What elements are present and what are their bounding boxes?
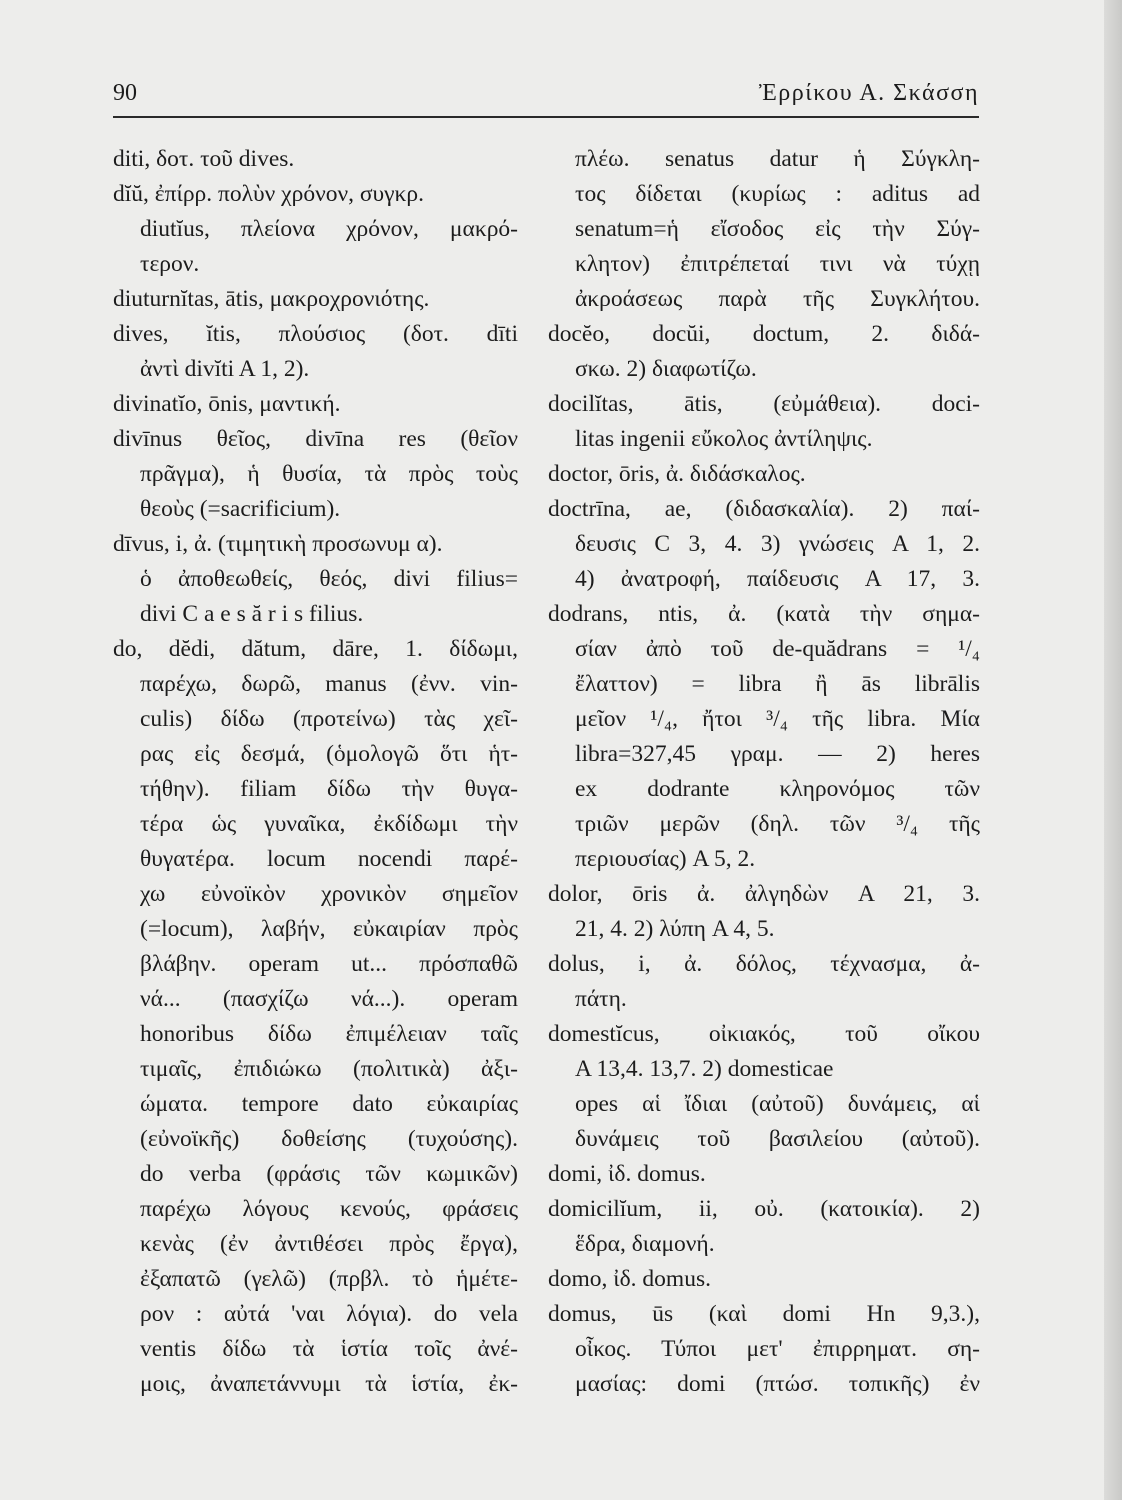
right-column	[548, 142, 980, 1402]
text-line: divinatĭo, ōnis, μαντική.	[113, 391, 341, 417]
text-line: βλάβην. operam ut... πρόσπαθῶ	[140, 951, 518, 977]
text-line: ἐξαπατῶ (γελῶ) (πρβλ. τὸ ἡμέτε-	[140, 1266, 518, 1292]
text-line: domestĭcus, οἰκιακός, τοῦ οἴκου	[548, 1021, 980, 1047]
text-line: 4) ἀνατροφή, παίδευσις A 17, 3.	[575, 566, 980, 592]
text-line: ώματα. tempore dato εὐκαιρίας	[140, 1091, 518, 1117]
text-line: honoribus δίδω ἐπιμέλειαν ταῖς	[140, 1021, 518, 1047]
text-line: ἀντὶ divĭti A 1, 2).	[140, 356, 310, 382]
text-line: ὁ ἀποθεωθείς, θεός, divi filius=	[140, 566, 518, 592]
text-line: πρᾶγμα), ἡ θυσία, τὰ πρὸς τοὺς	[140, 461, 518, 487]
text-line: dives, ĭtis, πλούσιος (δοτ. dīti	[113, 321, 518, 347]
text-line: dĭŭ, ἐπίρρ. πολὺν χρόνον, συγκρ.	[113, 181, 424, 207]
text-line: παρέχω, δωρῶ, manus (ἐνν. vin-	[140, 671, 518, 697]
text-line: diti, δοτ. τοῦ dives.	[113, 146, 295, 172]
text-line: πλέω. senatus datur ἡ Σύγκλη-	[575, 146, 980, 172]
text-line: doctrīna, ae, (διδασκαλία). 2) παί-	[548, 496, 980, 522]
left-column	[113, 142, 518, 1402]
text-line: (εὐνοϊκῆς) δοθείσης (τυχούσης).	[140, 1126, 518, 1152]
text-line: litas ingenii εὔκολος ἀντίληψις.	[575, 426, 873, 452]
text-line: do verba (φράσις τῶν κωμικῶν)	[140, 1161, 518, 1187]
text-line: κλητον) ἐπιτρέπεταί τινι νὰ τύχῃ	[575, 251, 980, 277]
text-line: docilĭtas, ātis, (εὐμάθεια). doci-	[548, 391, 980, 417]
text-line: χω εὐνοϊκὸν χρονικὸν σημεῖον	[140, 881, 518, 907]
text-line: κενὰς (ἐν ἀντιθέσει πρὸς ἔργα),	[140, 1231, 518, 1257]
running-header	[113, 76, 979, 112]
text-line: opes αἱ ἴδιαι (αὐτοῦ) δυνάμεις, αἱ	[575, 1091, 980, 1117]
text-line: domus, ūs (καὶ domi Hn 9,3.),	[548, 1301, 980, 1327]
text-line: divi C a e s ă r i s filius.	[140, 601, 364, 627]
text-line: libra=327,45 γραμ. — 2) heres	[575, 741, 980, 767]
text-line: δευσις C 3, 4. 3) γνώσεις A 1, 2.	[575, 531, 980, 557]
page-number: 90	[113, 80, 137, 106]
text-line: 21, 4. 2) λύπη A 4, 5.	[575, 916, 775, 942]
text-line: dolor, ōris ἀ. ἀλγηδὼν A 21, 3.	[548, 881, 980, 907]
text-line: domo, ἰδ. domus.	[548, 1266, 711, 1292]
text-line: do, dĕdi, dătum, dāre, 1. δίδωμι,	[113, 636, 518, 662]
text-line: (=locum), λαβήν, εὐκαιρίαν πρὸς	[140, 916, 518, 942]
text-line: senatum=ἡ εἴσοδος εἰς τὴν Σύγ-	[575, 216, 980, 242]
text-line: A 13,4. 13,7. 2) domesticae	[575, 1056, 834, 1082]
text-line: τερον.	[140, 251, 200, 277]
text-line: μοις, ἀναπετάννυμι τὰ ἱστία, ἐκ-	[140, 1371, 518, 1397]
text-line: domicilĭum, ii, οὐ. (κατοικία). 2)	[548, 1196, 980, 1222]
text-line: culis) δίδω (προτείνω) τὰς χεῖ-	[140, 706, 518, 732]
text-line: ρον : αὐτά 'ναι λόγια). do vela	[140, 1301, 518, 1327]
text-line: νά... (πασχίζω νά...). operam	[140, 986, 518, 1012]
text-line: τριῶν μερῶν (δηλ. τῶν ³/₄ τῆς	[575, 811, 980, 837]
text-line: ρας εἰς δεσμά, (ὁμολογῶ ὅτι ἡτ-	[140, 741, 518, 767]
text-line: ex dodrante κληρονόμος τῶν	[575, 776, 980, 802]
text-line: μασίας: domi (πτώσ. τοπικῆς) ἐν	[575, 1371, 980, 1397]
text-line: σκω. 2) διαφωτίζω.	[575, 356, 757, 382]
text-line: τέρα ὡς γυναῖκα, ἐκδίδωμι τὴν	[140, 811, 518, 837]
text-line: diuturnĭtas, ātis, μακροχρονιότης.	[113, 286, 430, 312]
text-line: δυνάμεις τοῦ βασιλείου (αὐτοῦ).	[575, 1126, 980, 1152]
text-line: θεοὺς (=sacrificium).	[140, 496, 341, 522]
text-line: μεῖον ¹/₄, ἤτοι ³/₄ τῆς libra. Μία	[575, 706, 980, 732]
text-line: περιουσίας) A 5, 2.	[575, 846, 756, 872]
text-line: dīvus, i, ἀ. (τιμητικὴ προσωνυμ α).	[113, 531, 443, 557]
running-title: Ἐρρίκου Α. Σκάσση	[758, 80, 979, 106]
text-line: οἶκος. Τύποι μετ' ἐπιρρηματ. ση-	[575, 1336, 980, 1362]
text-line: ventis δίδω τὰ ἱστία τοῖς ἀνέ-	[140, 1336, 518, 1362]
text-line: σίαν ἀπὸ τοῦ de-quădrans = ¹/₄	[575, 636, 980, 662]
text-line: dolus, i, ἀ. δόλος, τέχνασμα, ἀ-	[548, 951, 980, 977]
header-rule	[113, 116, 979, 118]
text-line: docĕo, docŭi, doctum, 2. διδά-	[548, 321, 980, 347]
text-line: divīnus θεῖος, divīna res (θεῖον	[113, 426, 518, 452]
text-line: θυγατέρα. locum nocendi παρέ-	[140, 846, 518, 872]
text-line: ἔλαττον) = libra ἢ ās librālis	[575, 671, 980, 697]
text-line: τος δίδεται (κυρίως : aditus ad	[575, 181, 980, 207]
text-line: ἀκροάσεως παρὰ τῆς Συγκλήτου.	[575, 286, 980, 312]
text-line: τιμαῖς, ἐπιδιώκω (πολιτικὰ) ἀξι-	[140, 1056, 518, 1082]
text-line: τήθην). filiam δίδω τὴν θυγα-	[140, 776, 518, 802]
text-line: πάτη.	[575, 986, 627, 1012]
text-line: dodrans, ntis, ἀ. (κατὰ τὴν σημα-	[548, 601, 980, 627]
text-line: ἕδρα, διαμονή.	[575, 1231, 715, 1257]
text-line: παρέχω λόγους κενούς, φράσεις	[140, 1196, 518, 1222]
page-edge-shadow	[1104, 0, 1122, 1500]
text-line: diutĭus, πλείονα χρόνον, μακρό-	[140, 216, 518, 242]
text-line: domi, ἰδ. domus.	[548, 1161, 706, 1187]
text-line: doctor, ōris, ἀ. διδάσκαλος.	[548, 461, 806, 487]
